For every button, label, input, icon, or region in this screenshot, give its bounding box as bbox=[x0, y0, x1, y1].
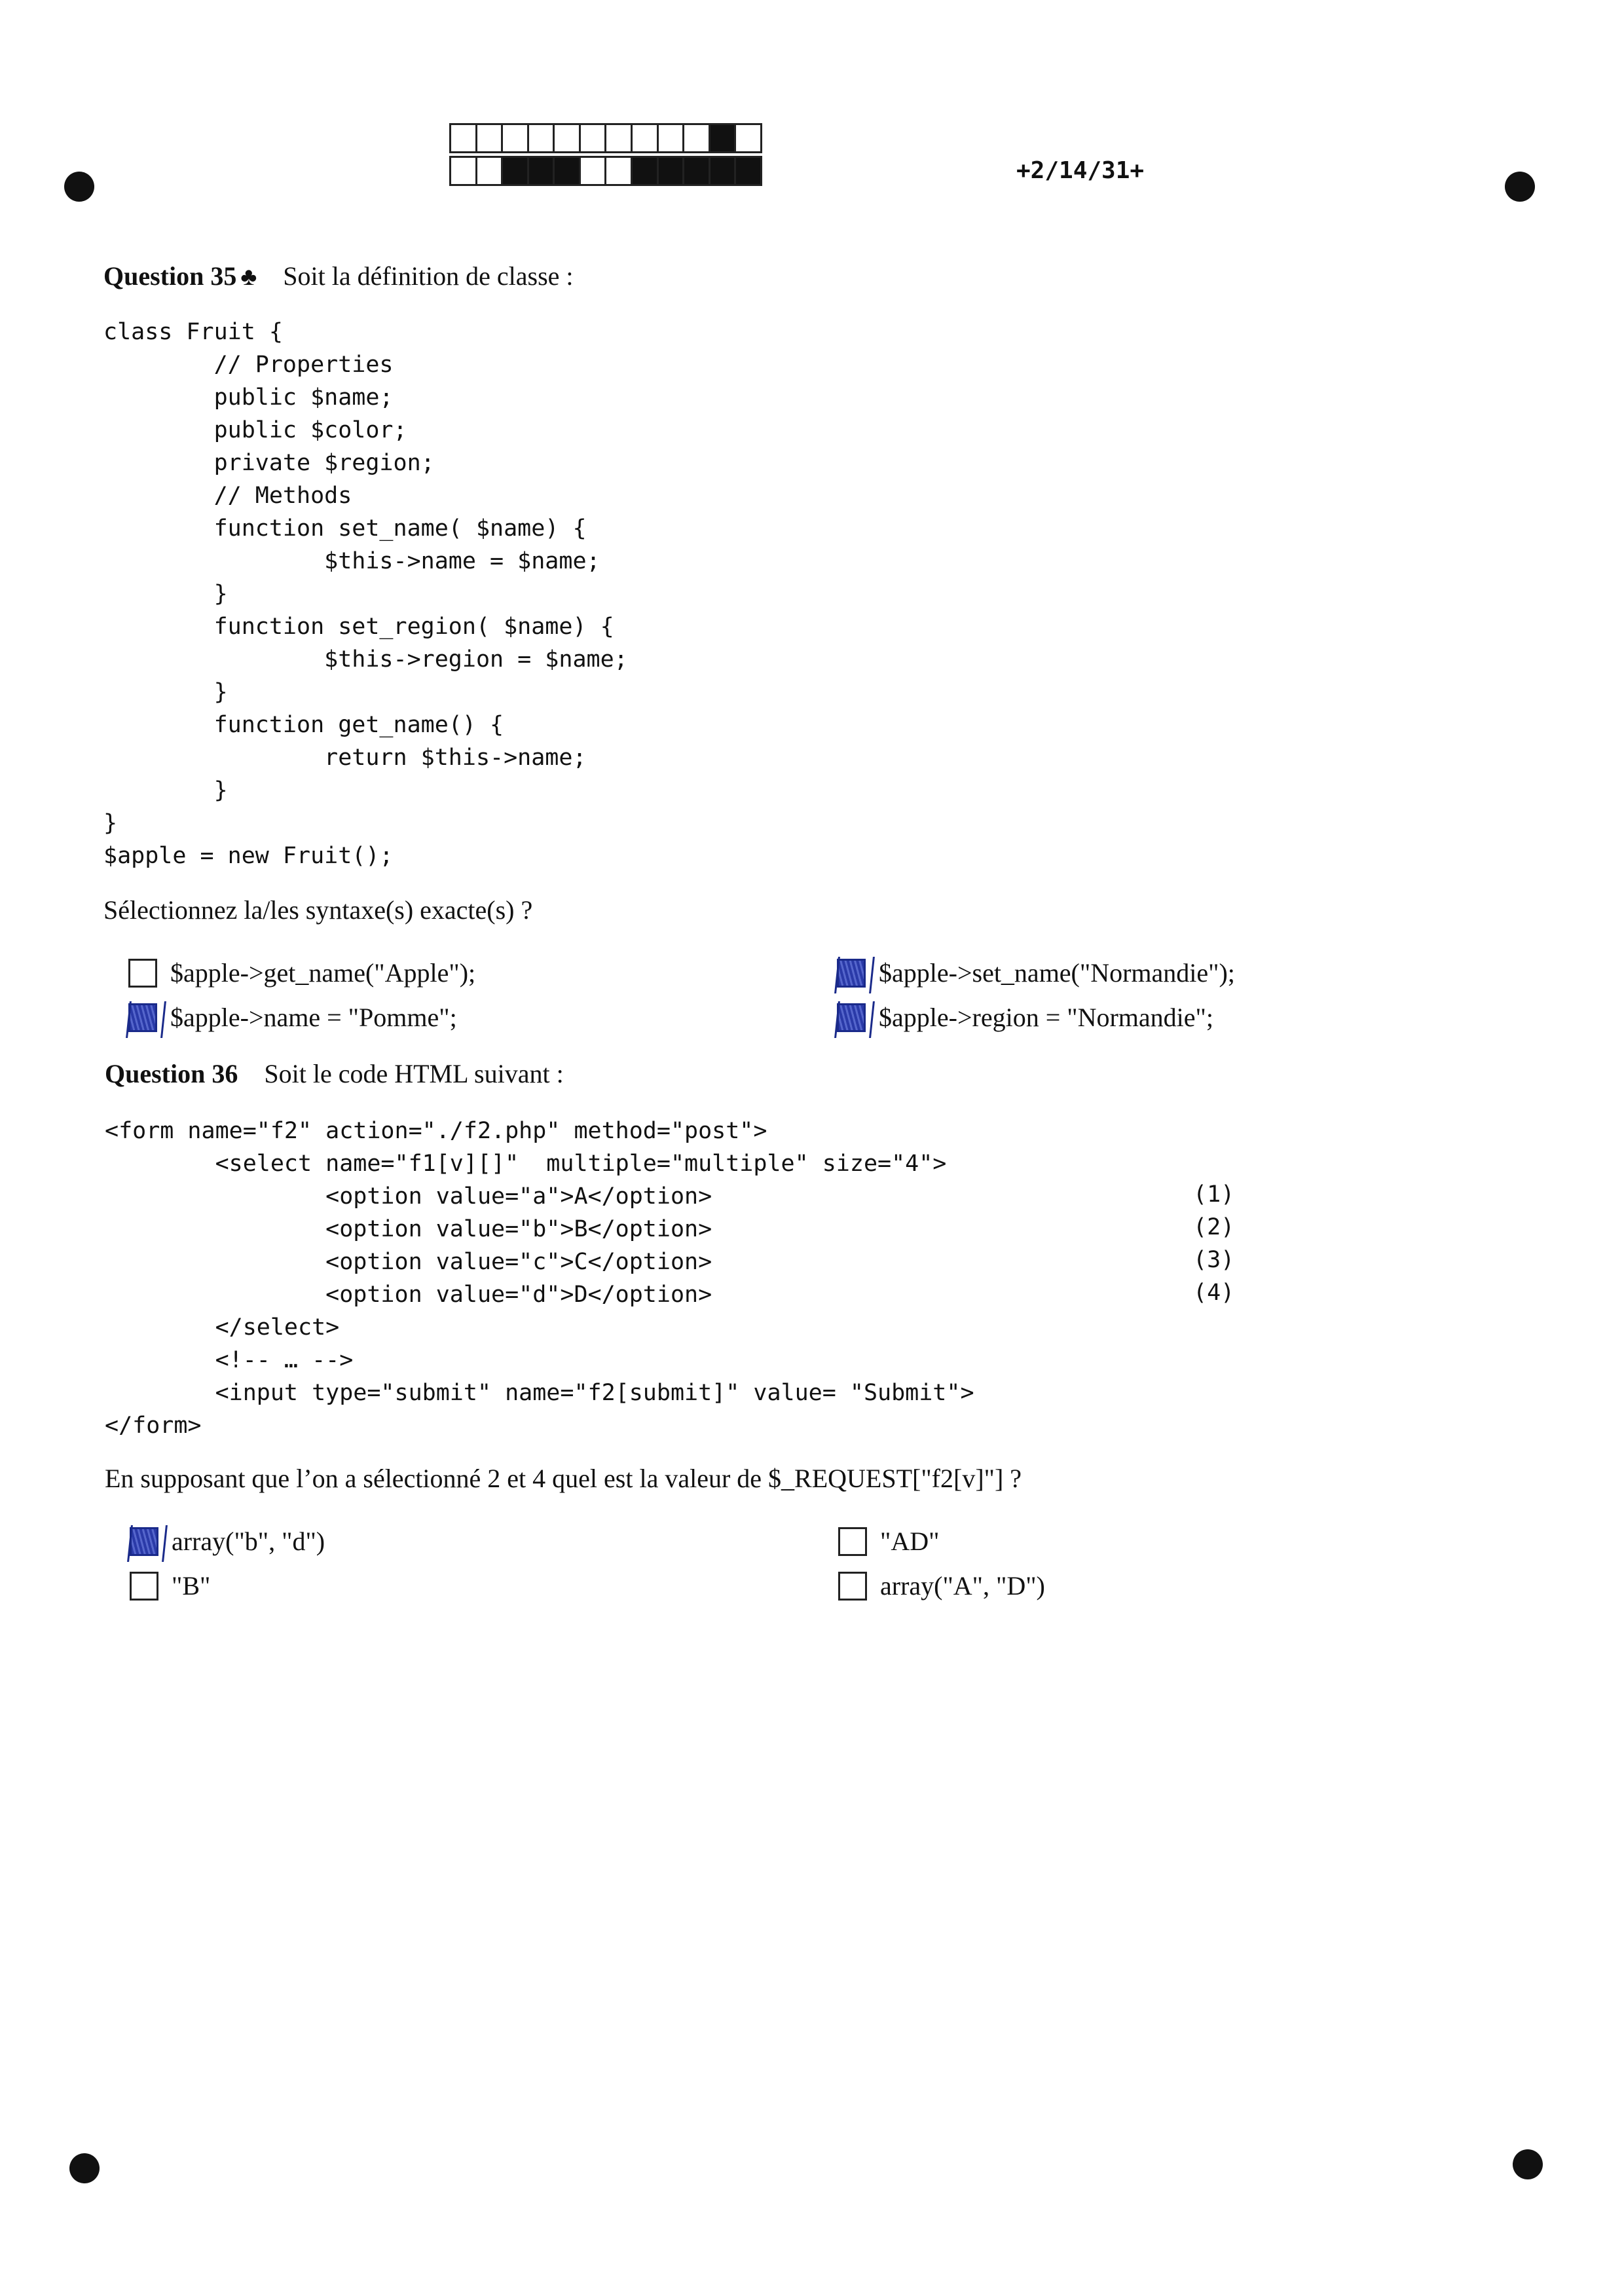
q35-answer-2-label: $apple->set_name("Normandie"); bbox=[879, 958, 1235, 988]
corner-mark-top-left bbox=[64, 172, 94, 202]
barcode-cell bbox=[529, 125, 555, 151]
q36-answer-3-label: "B" bbox=[172, 1571, 211, 1601]
barcode-cell bbox=[555, 125, 581, 151]
barcode-cell bbox=[581, 125, 607, 151]
barcode-cell bbox=[710, 158, 737, 184]
question-36-number: Question 36 bbox=[105, 1059, 238, 1088]
q36-answer-1-label: array("b", "d") bbox=[172, 1527, 325, 1556]
question-36-prompt: En supposant que l’on a sélectionné 2 et 4 quel est la valeur de $_REQUEST["f2[v]"] ? bbox=[105, 1464, 1022, 1493]
q35-checkbox-4[interactable] bbox=[837, 1003, 866, 1032]
barcode-cell bbox=[633, 158, 659, 184]
question-36-code: <form name="f2" action="./f2.php" method="post"> <select name="f1[v][]" multiple="multiple" size="4"> <option value="a">A</option> <option value="b">B</option> <option value="c">C</option> <option value="d">D</option> </select> <!-- … --> <input type="submit" name="f2[submit]" value= "Submit"> </form> bbox=[105, 1118, 974, 1439]
club-icon: ♣ bbox=[240, 263, 257, 291]
page-identifier: +2/14/31+ bbox=[1016, 157, 1145, 184]
barcode-cell bbox=[684, 158, 710, 184]
barcode-cell bbox=[555, 158, 581, 184]
q36-checkbox-4[interactable] bbox=[838, 1572, 867, 1601]
barcode-cell bbox=[606, 125, 633, 151]
question-36-text: Soit le code HTML suivant : bbox=[264, 1059, 564, 1088]
barcode-cell bbox=[477, 158, 504, 184]
corner-mark-bottom-right bbox=[1513, 2149, 1543, 2179]
barcode-cell bbox=[606, 158, 633, 184]
q35-answer-1-label: $apple->get_name("Apple"); bbox=[170, 958, 476, 988]
code-line-number: (3) bbox=[1193, 1247, 1235, 1273]
corner-mark-top-right bbox=[1505, 172, 1535, 202]
q36-checkbox-2[interactable] bbox=[838, 1527, 867, 1556]
question-35-code: class Fruit { // Properties public $name; public $color; private $region; // Methods function set_name( $name) { $this->name = $name; } function set_region( $name) { $this->region = $name; } function get_name() { return $this->name; } } $apple = new Fruit(); bbox=[103, 319, 628, 869]
corner-mark-bottom-left bbox=[69, 2153, 100, 2183]
barcode-cell bbox=[451, 158, 477, 184]
barcode-cell bbox=[736, 125, 760, 151]
q36-checkbox-3[interactable] bbox=[130, 1572, 158, 1601]
q35-answer-3-label: $apple->name = "Pomme"; bbox=[170, 1003, 457, 1032]
page-barcode bbox=[449, 123, 762, 189]
barcode-cell bbox=[581, 158, 607, 184]
q35-checkbox-2[interactable] bbox=[837, 959, 866, 988]
question-35-prompt: Sélectionnez la/les syntaxe(s) exacte(s) ? bbox=[103, 895, 533, 925]
question-35-number: Question 35 bbox=[103, 261, 237, 291]
barcode-cell bbox=[503, 158, 529, 184]
q35-checkbox-3[interactable] bbox=[128, 1003, 157, 1032]
q35-answer-2[interactable] bbox=[837, 957, 1235, 988]
q35-answer-1[interactable] bbox=[128, 957, 475, 988]
barcode-cell bbox=[659, 125, 685, 151]
q36-answer-4-label: array("A", "D") bbox=[880, 1571, 1045, 1601]
barcode-cell bbox=[736, 158, 760, 184]
barcode-cell bbox=[477, 125, 504, 151]
code-line-number: (4) bbox=[1193, 1280, 1235, 1306]
q36-answer-2-label: "AD" bbox=[880, 1527, 940, 1556]
barcode-cell bbox=[451, 125, 477, 151]
q35-answer-4[interactable] bbox=[837, 1002, 1213, 1033]
barcode-cell bbox=[503, 125, 529, 151]
barcode-cell bbox=[529, 158, 555, 184]
q36-checkbox-1[interactable] bbox=[130, 1527, 158, 1556]
q35-answer-3[interactable] bbox=[128, 1002, 457, 1033]
barcode-cell bbox=[710, 125, 737, 151]
barcode-cell bbox=[659, 158, 685, 184]
barcode-row-2 bbox=[449, 156, 762, 186]
q35-checkbox-1[interactable] bbox=[128, 959, 157, 988]
code-line-number: (2) bbox=[1193, 1214, 1235, 1240]
q36-answer-2[interactable] bbox=[838, 1526, 939, 1557]
code-line-number: (1) bbox=[1193, 1181, 1235, 1208]
q36-answer-4[interactable] bbox=[838, 1570, 1045, 1601]
q35-answer-4-label: $apple->region = "Normandie"; bbox=[879, 1003, 1213, 1032]
question-35-text: Soit la définition de classe : bbox=[283, 261, 574, 291]
question-35-title bbox=[103, 261, 574, 291]
barcode-cell bbox=[684, 125, 710, 151]
barcode-cell bbox=[633, 125, 659, 151]
q36-answer-3[interactable] bbox=[130, 1570, 210, 1601]
q36-answer-1[interactable] bbox=[130, 1526, 325, 1557]
question-36-title bbox=[105, 1058, 564, 1089]
barcode-row-1 bbox=[449, 123, 762, 153]
